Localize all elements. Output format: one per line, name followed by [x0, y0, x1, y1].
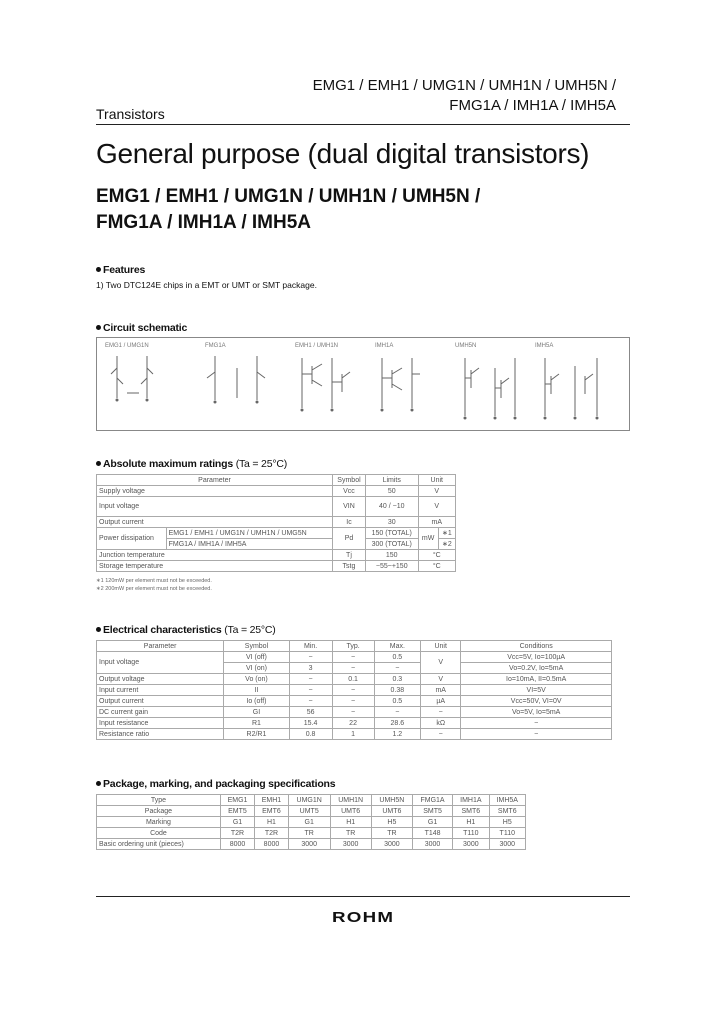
table-row: Marking G1 H1 G1 H1 H5 G1 H1 H5	[97, 817, 526, 828]
table-row: Output current Io (off) − − 0.5 µA Vcc=50V, VI=0V	[97, 696, 612, 707]
features-heading-text: Features	[103, 264, 146, 276]
pkg-heading	[96, 778, 335, 790]
table-row: Package EMT5 EMT6 UMT5 UMT6 UMT6 SMT5 SMT6 SMT6	[97, 806, 526, 817]
schematic-heading	[96, 322, 187, 334]
footer-rule	[96, 896, 630, 897]
header-rule	[96, 124, 630, 125]
bullet-icon	[96, 325, 101, 330]
elec-heading	[96, 624, 276, 636]
bullet-icon	[96, 461, 101, 466]
abs-max-footnote-1: ∗1 120mW per element must not be exceeded.	[96, 578, 212, 584]
col-symbol: Symbol	[333, 475, 366, 486]
schematic-label-umh5n: UMH5N	[455, 343, 477, 349]
features-heading	[96, 264, 145, 276]
header-models-line2: FMG1A / IMH1A / IMH5A	[449, 97, 616, 114]
table-row: Code T2R T2R TR TR TR T148 T110 T110	[97, 828, 526, 839]
circuit-schematic	[96, 337, 630, 431]
bullet-icon	[96, 267, 101, 272]
table-row: Resistance ratio R2/R1 0.8 1 1.2 − −	[97, 729, 612, 740]
model-list	[96, 184, 480, 236]
table-row: Input resistance R1 15.4 22 28.6 kΩ −	[97, 718, 612, 729]
elec-heading-text: Electrical characteristics	[103, 624, 222, 636]
pkg-heading-text: Package, marking, and packaging specifications	[103, 778, 336, 790]
schematic-label-emg1: EMG1 / UMG1N	[105, 343, 149, 349]
abs-max-condition: (Ta = 25°C)	[235, 458, 288, 470]
table-row: DC current gain GI 56 − − − Vo=5V, Io=5mA	[97, 707, 612, 718]
bullet-icon	[96, 627, 101, 632]
col-unit: Unit	[418, 475, 455, 486]
table-row: Input current II − − 0.38 mA VI=5V	[97, 685, 612, 696]
table-row: Output current Ic 30 mA	[97, 517, 456, 528]
header-models-line1: EMG1 / EMH1 / UMG1N / UMH1N / UMH5N /	[312, 77, 616, 94]
elec-table	[96, 640, 612, 740]
schematic-label-imh5a: IMH5A	[535, 343, 554, 349]
header-category: Transistors	[96, 106, 165, 122]
abs-max-table	[96, 474, 456, 572]
schematic-label-emh1: EMH1 / UMH1N	[295, 343, 339, 349]
table-row: Basic ordering unit (pieces) 8000 8000 3000 3000 3000 3000 3000 3000	[97, 839, 526, 850]
model-list-line2: FMG1A / IMH1A / IMH5A	[96, 212, 311, 233]
schematic-label-imh1a: IMH1A	[375, 343, 394, 349]
schematic-drawing	[97, 338, 629, 430]
table-row: Supply voltage Vcc 50 V	[97, 486, 456, 497]
table-header-row: Parameter Symbol Min. Typ. Max. Unit Conditions	[97, 641, 612, 652]
features-item: 1) Two DTC124E chips in a EMT or UMT or SMT package.	[96, 280, 317, 290]
pkg-table	[96, 794, 526, 850]
abs-max-footnote-2: ∗2 200mW per element must not be exceeded.	[96, 586, 212, 592]
table-row: Power dissipation EMG1 / EMH1 / UMG1N / UMH1N / UMG5N Pd 150 (TOTAL) mW ∗1	[97, 528, 456, 539]
rohm-logo: ROHM	[332, 909, 395, 926]
header-models	[313, 76, 616, 116]
bullet-icon	[96, 781, 101, 786]
table-row: Junction temperature Tj 150 °C	[97, 550, 456, 561]
table-row: Storage temperature Tstg −55~+150 °C	[97, 561, 456, 572]
schematic-heading-text: Circuit schematic	[103, 322, 188, 334]
col-limits: Limits	[365, 475, 418, 486]
abs-max-heading-text: Absolute maximum ratings	[103, 458, 233, 470]
elec-condition: (Ta = 25°C)	[224, 624, 276, 636]
table-row: FMG1A / IMH1A / IMH5A 300 (TOTAL) ∗2	[97, 539, 456, 550]
table-row: Output voltage Vo (on) − 0.1 0.3 V Io=10mA, II=0.5mA	[97, 674, 612, 685]
table-row: VI (on) 3 − − Vo=0.2V, Io=5mA	[97, 663, 612, 674]
col-parameter: Parameter	[97, 475, 333, 486]
table-header-row	[97, 475, 456, 486]
abs-max-heading	[96, 458, 287, 470]
table-row: Input voltage VIN 40 / −10 V	[97, 497, 456, 517]
page-title: General purpose (dual digital transistors)	[96, 138, 590, 169]
schematic-label-fmg1a: FMG1A	[205, 343, 226, 349]
table-row: Input voltage VI (off) − − 0.5 V Vcc=5V, Io=100µA	[97, 652, 612, 663]
model-list-line1: EMG1 / EMH1 / UMG1N / UMH1N / UMH5N /	[96, 186, 481, 207]
table-header-row: Type EMG1 EMH1 UMG1N UMH1N UMH5N FMG1A IMH1A IMH5A	[97, 795, 526, 806]
